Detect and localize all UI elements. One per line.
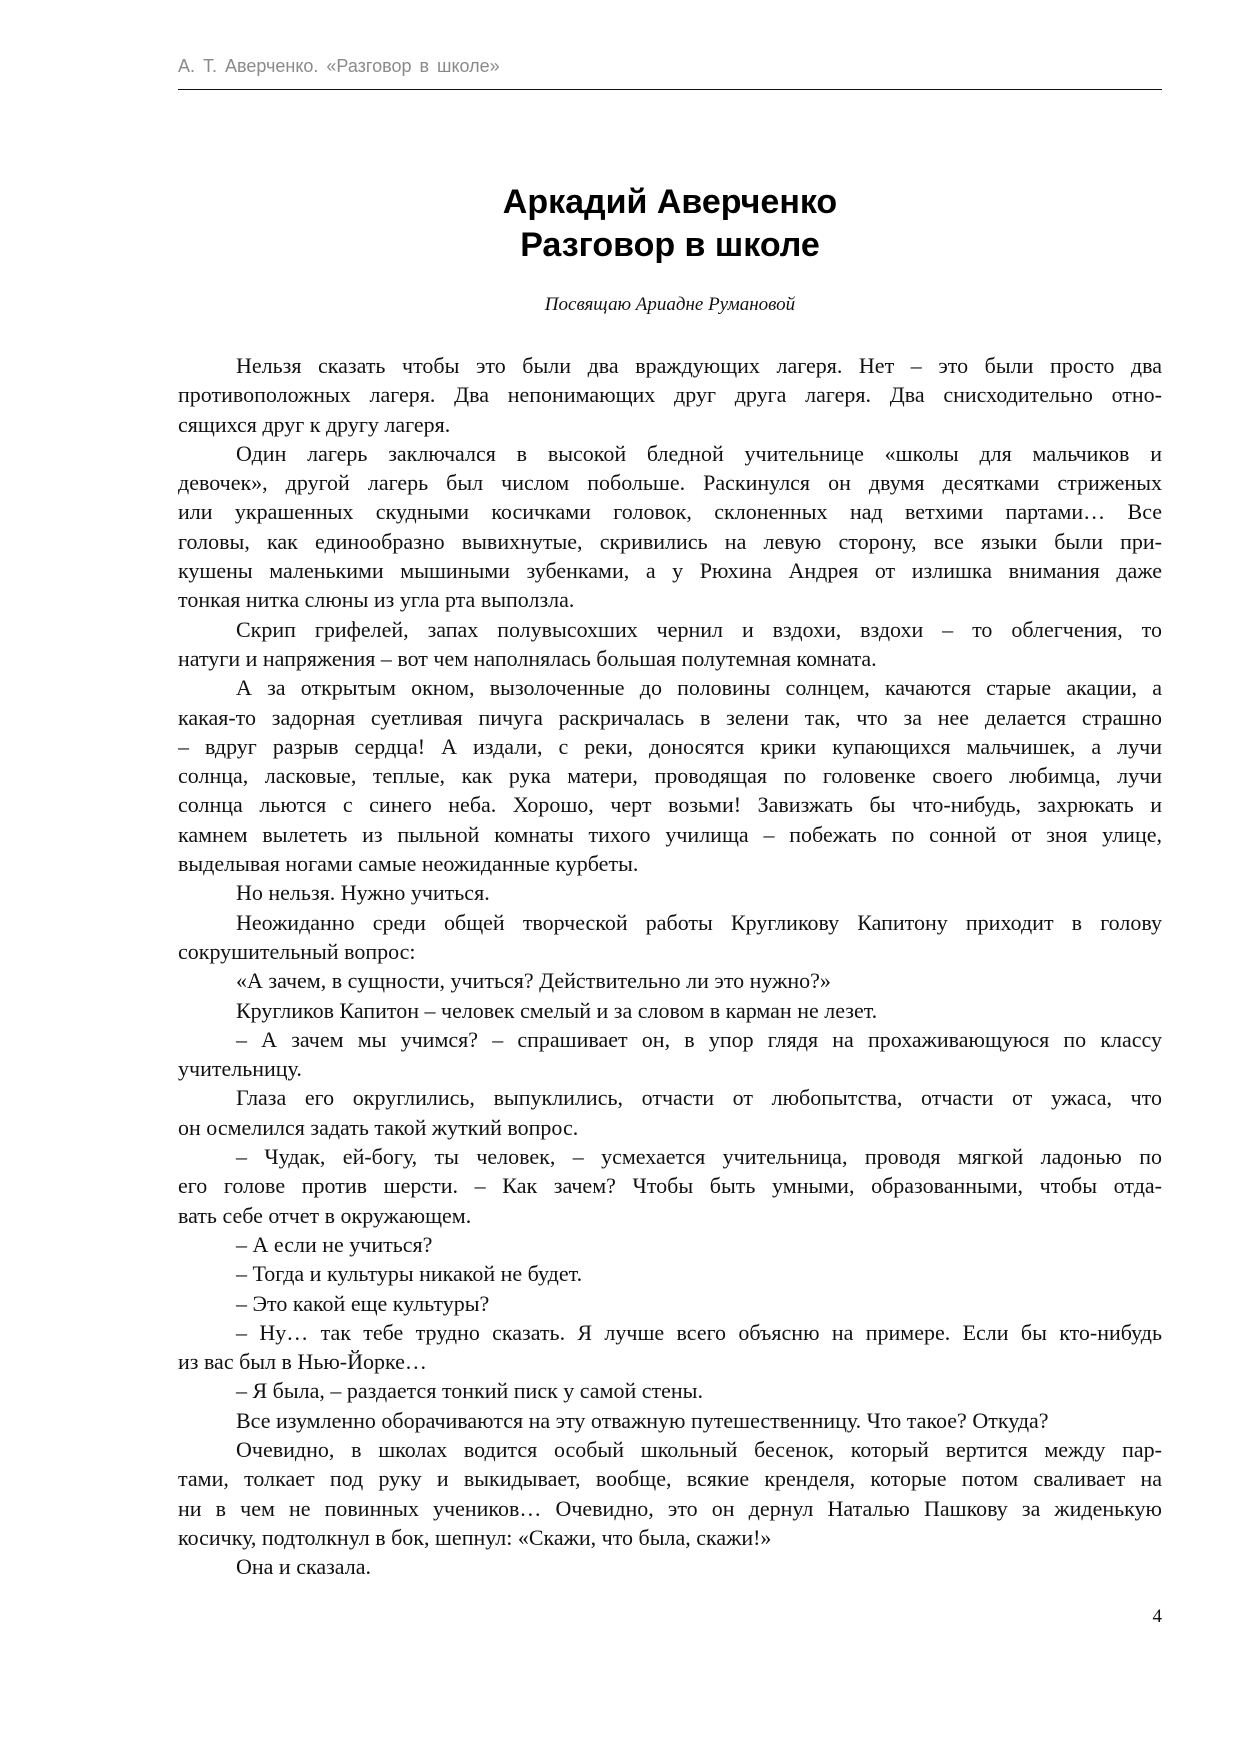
work-title: Разговор в школе bbox=[520, 226, 820, 264]
text-line: натуги и напряжения – вот чем наполнялась большая полутемная комната. bbox=[178, 645, 877, 671]
text-line: ни в чем не повинных учеников… Очевидно, это он дернул Наталью Пашкову за жиденькую bbox=[178, 1495, 1162, 1521]
dedication: Посвящаю Ариадне Румановой bbox=[544, 294, 796, 315]
paragraph bbox=[178, 966, 1162, 995]
paragraph bbox=[178, 1376, 1162, 1405]
paragraph bbox=[178, 439, 1162, 615]
paragraph bbox=[178, 1435, 1162, 1552]
paragraph bbox=[178, 878, 1162, 907]
text-line: кушены маленькими мышиными зубенками, а у Рюхина Андрея от излишка внимания даже bbox=[178, 558, 1162, 584]
text-line: солнца льются с синего неба. Хорошо, черт возьми! Завизжать бы что-нибудь, захрюкать и bbox=[178, 792, 1162, 818]
paragraph bbox=[178, 908, 1162, 967]
text-line: «А зачем, в сущности, учиться? Действительно ли это нужно?» bbox=[236, 968, 831, 994]
text-line: камнем вылететь из пыльной комнаты тихого училища – побежать по сонной от зноя улице, bbox=[178, 821, 1162, 847]
text-line: Она и сказала. bbox=[236, 1554, 371, 1580]
text-line: учительницу. bbox=[178, 1056, 302, 1082]
text-line: Скрип грифелей, запах полувысохших чернил и вздохи, вздохи – то облегчения, то bbox=[236, 616, 1162, 642]
paragraph bbox=[178, 1083, 1162, 1142]
text-line: – А зачем мы учимся? – спрашивает он, в упор глядя на прохаживающуюся по классу bbox=[236, 1026, 1162, 1052]
text-line: – Ну… так тебе трудно сказать. Я лучше всего объясню на примере. Если бы кто-нибудь bbox=[236, 1319, 1162, 1345]
text-line: выделывая ногами самые неожиданные курбеты. bbox=[178, 851, 639, 877]
text-line: – вдруг разрыв сердца! А издали, с реки, доносятся крики купающихся мальчишек, а лучи bbox=[178, 733, 1162, 759]
paragraph bbox=[178, 1025, 1162, 1084]
text-line: сящихся друг к другу лагеря. bbox=[178, 411, 451, 437]
text-line: Все изумленно оборачиваются на эту отважную путешественницу. Что такое? Откуда? bbox=[236, 1407, 1049, 1433]
text-line: вать себе отчет в окружающем. bbox=[178, 1202, 472, 1228]
page-title bbox=[178, 181, 1162, 267]
text-line: какая-то задорная суетливая пичуга раскричалась в зелени так, что за нее делается страшно bbox=[178, 704, 1162, 730]
text-line: солнца, ласковые, теплые, как рука матери, проводящая по головенке своего любимца, лучи bbox=[178, 763, 1162, 789]
text-line: А за открытым окном, вызолоченные до половины солнцем, качаются старые акации, а bbox=[236, 675, 1162, 701]
paragraph bbox=[178, 1552, 1162, 1581]
text-line: сокрушительный вопрос: bbox=[178, 938, 416, 964]
paragraph bbox=[178, 1406, 1162, 1435]
paragraph bbox=[178, 1318, 1162, 1377]
body-text bbox=[178, 351, 1162, 1581]
text-line: – А если не учиться? bbox=[236, 1231, 433, 1257]
text-line: – Это какой еще культуры? bbox=[236, 1290, 490, 1316]
text-line: его голове против шерсти. – Как зачем? Чтобы быть умными, образованными, чтобы отда- bbox=[178, 1173, 1162, 1199]
text-line: тами, толкает под руку и выкидывает, вообще, всякие кренделя, которые потом сваливает на bbox=[178, 1466, 1162, 1492]
text-line: из вас был в Нью-Йорке… bbox=[178, 1349, 427, 1375]
text-line: Глаза его округлились, выпуклились, отчасти от любопытства, отчасти от ужаса, что bbox=[236, 1085, 1162, 1111]
paragraph bbox=[178, 615, 1162, 674]
paragraph bbox=[178, 673, 1162, 878]
text-line: девочек», другой лагерь был числом побольше. Раскинулся он двумя десятками стриженых bbox=[178, 470, 1162, 496]
text-line: Очевидно, в школах водится особый школьный бесенок, который вертится между пар- bbox=[236, 1436, 1162, 1462]
text-line: – Тогда и культуры никакой не будет. bbox=[236, 1261, 583, 1287]
text-line: или украшенных скудными косичками головок, склоненных над ветхими партами… Все bbox=[178, 499, 1162, 525]
text-line: – Я была, – раздается тонкий писк у самой стены. bbox=[236, 1378, 703, 1404]
text-line: противоположных лагеря. Два непонимающих друг друга лагеря. Два снисходительно отно- bbox=[178, 382, 1162, 408]
text-line: Но нельзя. Нужно учиться. bbox=[236, 880, 490, 906]
text-line: – Чудак, ей-богу, ты человек, – усмехается учительница, проводя мягкой ладонью по bbox=[236, 1144, 1162, 1170]
text-line: Кругликов Капитон – человек смелый и за словом в карман не лезет. bbox=[236, 997, 878, 1023]
text-line: тонкая нитка слюны из угла рта выползла. bbox=[178, 587, 575, 613]
paragraph bbox=[178, 351, 1162, 439]
text-line: головы, как единообразно вывихнутые, скривились на левую сторону, все языки были при- bbox=[178, 528, 1162, 554]
author-name: Аркадий Аверченко bbox=[502, 183, 838, 221]
running-header: А. Т. Аверченко. «Разговор в школе» bbox=[178, 56, 500, 76]
page-number: 4 bbox=[1152, 1606, 1162, 1627]
paragraph bbox=[178, 1259, 1162, 1288]
text-line: он осмелился задать такой жуткий вопрос. bbox=[178, 1114, 579, 1140]
text-line: косичку, подтолкнул в бок, шепнул: «Скажи, что была, скажи!» bbox=[178, 1524, 772, 1550]
paragraph bbox=[178, 1289, 1162, 1318]
paragraph bbox=[178, 1230, 1162, 1259]
text-line: Один лагерь заключался в высокой бледной учительнице «школы для мальчиков и bbox=[236, 440, 1162, 466]
header-rule bbox=[178, 89, 1162, 90]
paragraph bbox=[178, 996, 1162, 1025]
paragraph bbox=[178, 1142, 1162, 1230]
text-line: Неожиданно среди общей творческой работы Кругликову Капитону приходит в голову bbox=[236, 909, 1162, 935]
text-line: Нельзя сказать чтобы это были два враждующих лагеря. Нет – это были просто два bbox=[236, 353, 1162, 378]
